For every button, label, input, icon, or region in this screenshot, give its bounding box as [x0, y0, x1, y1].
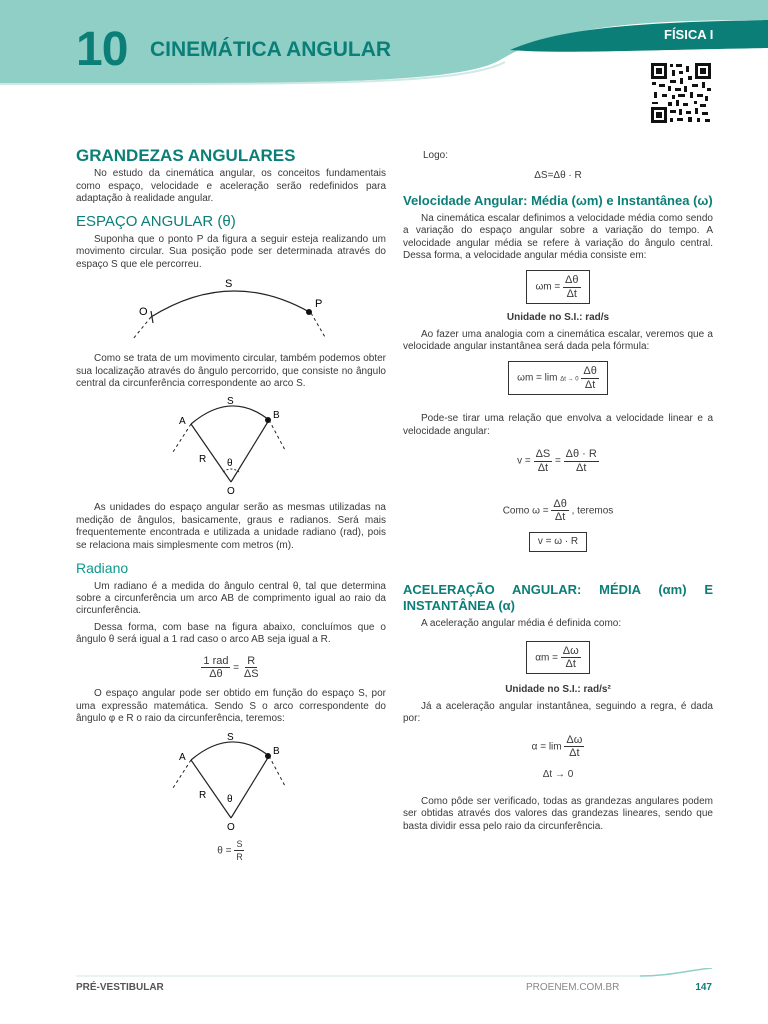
page-header	[0, 0, 768, 140]
figure-sector-1	[151, 396, 311, 496]
frac-num: 1 rad	[203, 654, 229, 667]
frac-den: R	[236, 851, 243, 862]
formula-lhs: ω =	[532, 505, 549, 517]
unit-rad-s: Unidade no S.I.: rad/s	[506, 312, 610, 324]
formula-theta	[76, 838, 386, 864]
formula-wlim	[403, 361, 713, 395]
heading-velocidade-angular: Velocidade Angular: Média (ωm) e Instantânea (ω)	[403, 192, 713, 208]
formula-como	[403, 498, 713, 524]
formula-lhs: α = lim	[531, 741, 562, 753]
fig3-label-o: O	[227, 821, 235, 832]
unit-rad-s2: Unidade no S.I.: rad/s²	[505, 684, 611, 696]
frac-num: Δθ	[553, 497, 567, 510]
frac-den: Δθ	[209, 667, 223, 680]
formula-lhs: ωm = lim	[517, 373, 558, 385]
subject-label: FÍSICA I	[664, 27, 714, 42]
paragraph: Um radiano é a medida do ângulo central θ, tal que determina sobre a circunferência um arco AB de comprimento igual ao raio da circunferência.	[76, 580, 386, 617]
frac-num: ΔS	[535, 448, 551, 461]
frac-den: Δt	[584, 378, 596, 391]
fig2-label-a: A	[179, 416, 186, 428]
paragraph: Ao fazer uma analogia com a cinemática escalar, veremos que a velocidade angular instantânea será dada pela fórmula:	[403, 328, 713, 353]
fig1-label-s: S	[225, 278, 233, 291]
formula-alim	[403, 734, 713, 760]
frac-num: Δθ	[565, 274, 579, 287]
figure-arc-point-p	[121, 277, 341, 347]
frac-den: Δt	[576, 461, 587, 474]
limit-subscript: Δt → 0	[560, 377, 579, 384]
equals-sign: =	[555, 455, 561, 467]
fig2-label-r: R	[199, 454, 207, 466]
formula-vwr-wrap	[403, 532, 713, 552]
paragraph: O espaço angular pode ser obtido em função do espaço S, por uma expressão matemática. Sendo S o arco correspondente do ângulo φ e R o raio da circunferência, teremos:	[76, 688, 386, 725]
frac-num: Δω	[566, 733, 583, 746]
formula-radian	[76, 655, 386, 681]
paragraph: A aceleração angular média é definida como:	[421, 618, 622, 630]
paragraph: Dessa forma, com base na figura abaixo, concluímos que o ângulo θ será igual a 1 rad caso o arco AB seja igual a R.	[76, 621, 386, 646]
frac-den: Δt	[565, 657, 576, 670]
fig3-label-s: S	[227, 731, 234, 743]
formula-v	[403, 448, 713, 474]
heading-aceleracao-angular: ACELERAÇÃO ANGULAR: MÉDIA (αm) E INSTANTÂNEA (α)	[403, 582, 713, 614]
paragraph: Como pôde ser verificado, todas as grandezas angulares podem ser obtidas através dos valores das grandezas lineares, sendo que basta dividir essa pelo raio da circunferência.	[403, 795, 713, 832]
fig3-label-b: B	[273, 745, 280, 757]
frac-num: Δθ · R	[565, 448, 597, 461]
fig1-label-p: P	[315, 298, 323, 311]
formula-pre: Como	[502, 505, 530, 517]
frac-den: Δt	[566, 287, 577, 300]
frac-den: ΔS	[243, 667, 259, 680]
fig1-label-o: O	[139, 306, 148, 319]
page-number: 147	[695, 982, 712, 993]
equals-sign: =	[233, 662, 240, 674]
footer-course: PRÉ-VESTIBULAR	[76, 982, 164, 993]
formula-logo: ΔS=Δθ · R	[534, 170, 582, 182]
frac-num: Δθ	[583, 365, 597, 378]
heading-grandezas-angulares: GRANDEZAS ANGULARES	[76, 146, 296, 165]
formula-lhs: αm =	[535, 652, 558, 664]
frac-num: R	[247, 654, 256, 667]
paragraph: Suponha que o ponto P da figura a seguir esteja realizando um movimento circular. Sua posição pode ser determinada através do espaço S que ele percorreu.	[76, 234, 386, 270]
fig2-label-s: S	[227, 396, 234, 408]
heading-espaco-angular: ESPAÇO ANGULAR (θ)	[76, 212, 236, 230]
footer-website-link[interactable]: PROENEM.COM.BR	[526, 982, 620, 993]
paragraph: Já a aceleração angular instantânea, seguindo a regra, é dada por:	[403, 700, 713, 725]
frac-den: Δt	[569, 746, 580, 759]
fig2-label-theta: θ	[227, 458, 233, 470]
page-footer	[76, 982, 712, 998]
formula-am	[403, 641, 713, 675]
fig3-label-a: A	[179, 751, 186, 763]
formula-lhs: v =	[517, 455, 531, 467]
frac-num: Δω	[562, 644, 579, 657]
chapter-number: 10	[76, 23, 128, 76]
paragraph: Pode-se tirar uma relação que envolva a velocidade linear e a velocidade angular:	[403, 413, 713, 437]
figure-sector-2	[151, 732, 311, 832]
frac-den: Δt	[537, 461, 549, 474]
fig3-label-theta: θ	[227, 793, 233, 805]
formula-wm	[403, 270, 713, 304]
left-column	[76, 146, 386, 863]
formula-post: , teremos	[571, 505, 614, 517]
formula-limit-sub: Δt → 0	[542, 769, 574, 781]
fig2-label-o: O	[227, 486, 235, 497]
chapter-title: CINEMÁTICA ANGULAR	[150, 38, 392, 61]
paragraph: As unidades do espaço angular serão as mesmas utilizadas na medição de ângulos, basicamente, graus e radianos. Será mais frequentemente encontrada e utilizada a unidade radiano (rad), pois se relaciona mais simplesmente com metros (m).	[76, 502, 386, 551]
logo-label: Logo:	[423, 150, 449, 161]
frac-den: Δt	[554, 511, 566, 524]
paragraph: Na cinemática escalar definimos a velocidade média como sendo a variação do espaço angular sobre a variação do tempo. A velocidade angular média se refere à variação do ângulo central. Dessa forma, a velocidade angular média consiste em:	[403, 212, 713, 262]
right-column	[403, 150, 713, 837]
frac-num: S	[234, 838, 244, 851]
fig2-label-b: B	[273, 410, 280, 422]
formula-lhs: ωm =	[535, 281, 561, 293]
qr-code-icon[interactable]	[650, 62, 712, 124]
paragraph: Como se trata de um movimento circular, também podemos obter sua localização através do ângulo percorrido, que consiste no ângulo central da circunferência correspondente ao arco S.	[76, 353, 386, 390]
heading-radiano: Radiano	[76, 560, 129, 577]
fig3-label-r: R	[199, 789, 207, 801]
paragraph: No estudo da cinemática angular, os conceitos fundamentais como espaço, velocidade e aceleração serão redefinidos para adaptação à realidade angular.	[76, 168, 386, 205]
formula-vwr: v = ω · R	[529, 532, 587, 552]
formula-lhs: θ =	[217, 845, 232, 857]
